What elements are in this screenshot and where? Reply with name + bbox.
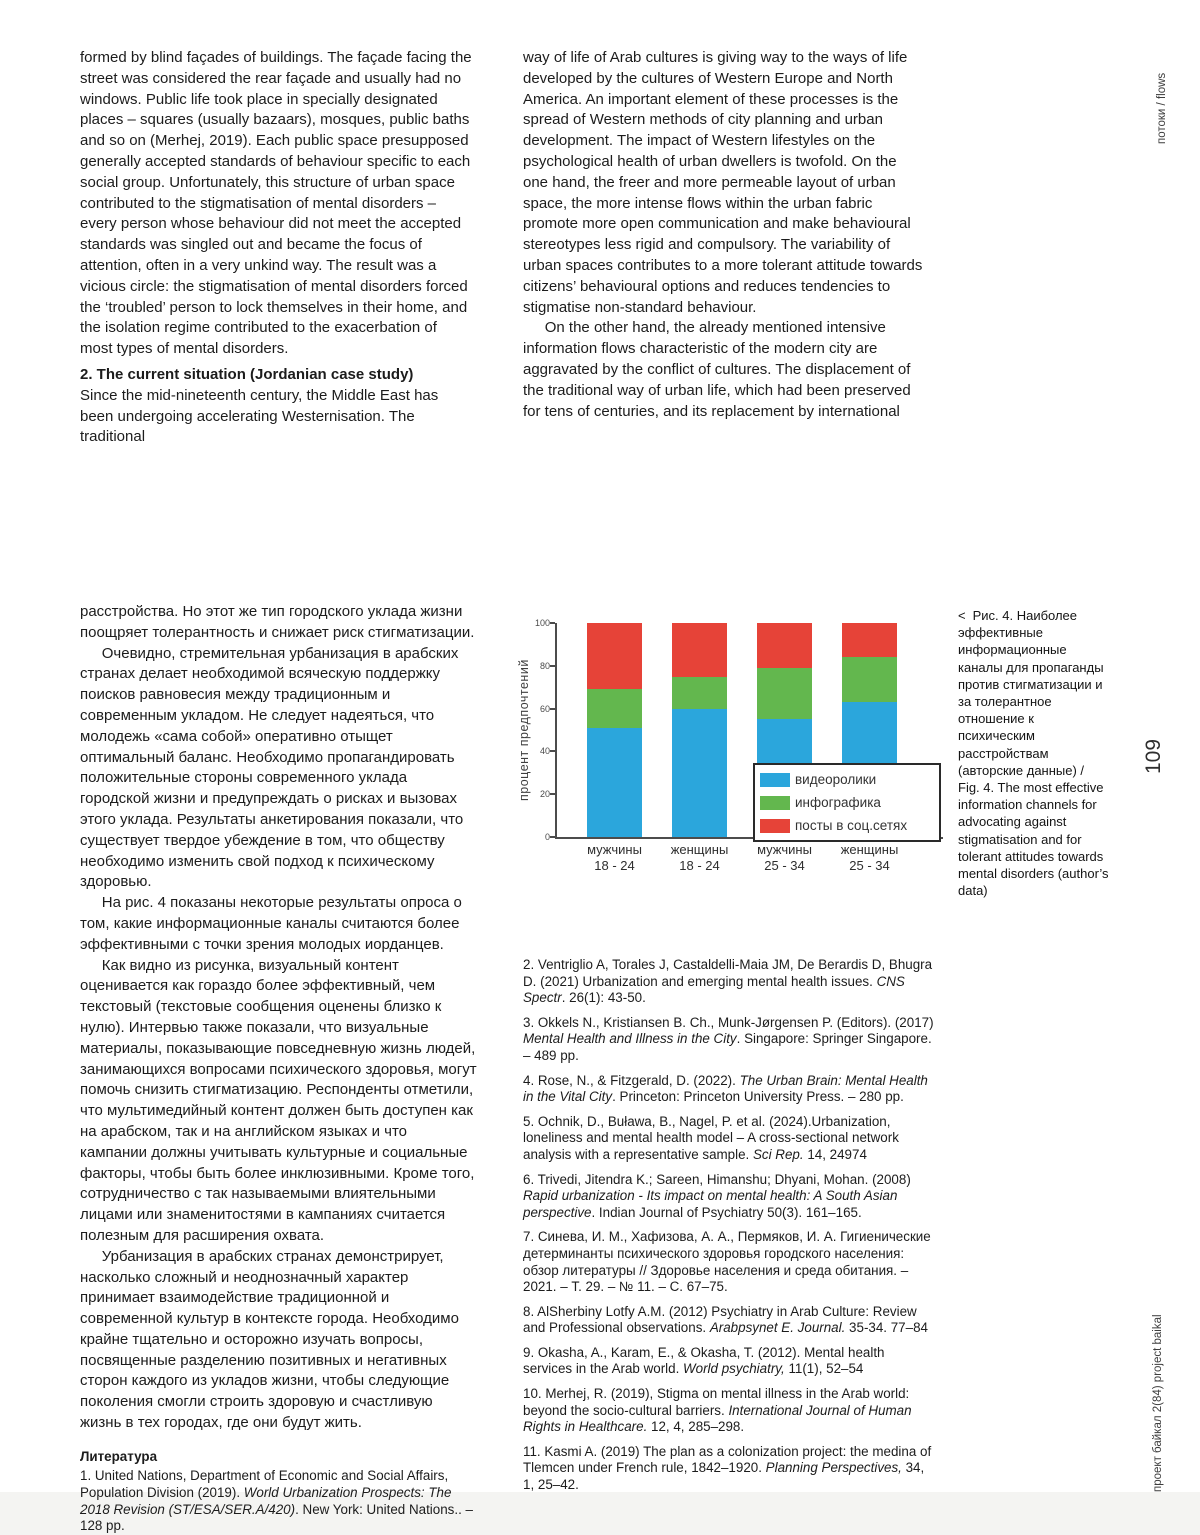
legend-row (760, 768, 934, 791)
x-axis-tick-label (815, 842, 925, 873)
paragraph: Урбанизация в арабских странах демонстрирует, насколько сложный и неоднозначный характер принимает взаимодействие традиционной и современной культур в контексте города. Необходимо крайне тщательно и осторожно изучать вопросы, посвященные разделению позитивных и негативных сторон каждого из укладов жизни, чтобы следующие поколения смогли строить здоровую и счастливую жизнь в тех городах, где они будут жить. (80, 1247, 459, 1432)
reference-item (523, 1015, 935, 1065)
text-segment: International Journal of Human Rights in Healthcare. (523, 1402, 912, 1435)
paragraph: On the other hand, the already mentioned intensive information flows characteristic of the modern city are aggravated by the conflict of cultures. The displacement of the traditional way of urban life, which had been preserved for tens of centuries, and its replacement by international (523, 319, 911, 420)
bar-segment (587, 728, 642, 837)
y-axis-tick-mark (550, 665, 555, 667)
text-segment: . 26(1): 43-50. (561, 990, 646, 1006)
reference-item (523, 1229, 935, 1295)
legend-label: видеоролики (795, 772, 877, 787)
x-axis-label-line: 25 - 34 (764, 857, 805, 873)
text-segment: 7. Синева, И. М., Хафизова, А. А., Пермяков, И. А. Гигиенические детерминанты психического здоровья городского населения: обзор литературы // Здоровье населения и среда обитания. – 2021. – Т. 29. – № 11. – С. 67–75. (523, 1229, 931, 1295)
chart-legend (753, 763, 941, 842)
y-axis-tick-mark (550, 750, 555, 752)
text-segment: 9. Okasha, A., Karam, E., & Okasha, T. (2012). Mental health services in the Arab world. (523, 1344, 885, 1377)
text-segment: . Singapore: Springer Singapore. – 489 pp. (523, 1031, 932, 1063)
y-axis-tick-label: 0 (544, 832, 550, 842)
text-segment: 1. United Nations, Department of Economic and Social Affairs, Population Division (2019). (80, 1468, 449, 1501)
y-axis-tick-label: 80 (539, 660, 550, 671)
text-segment: 3. Okkels N., Kristiansen B. Ch., Munk-Jørgensen P. (Editors). (2017) (523, 1014, 934, 1030)
bar-segment (672, 709, 727, 837)
paragraph: Since the mid-nineteenth century, the Middle East has been undergoing accelerating Westernisation. The traditional (80, 386, 439, 446)
y-axis-tick-label: 60 (539, 703, 550, 714)
text-segment: 35-34. 77–84 (845, 1320, 928, 1336)
y-axis-tick-label: 100 (534, 618, 550, 628)
journal-footer: проект байкал 2(84) project baikal (1152, 1314, 1164, 1492)
bar-segment (587, 689, 642, 728)
column-top-right (523, 48, 925, 422)
text-segment: Arabpsynet E. Journal. (709, 1320, 846, 1336)
stacked-bar (672, 623, 727, 837)
bar-segment (587, 623, 642, 689)
text-segment: 11(1), 52–54 (784, 1361, 864, 1377)
reference-item (523, 1345, 935, 1378)
reference-item (80, 1468, 478, 1534)
y-axis-label: процент предпочтений (517, 659, 531, 801)
x-axis-label-line: 18 - 24 (679, 857, 720, 873)
column-mid-left (80, 602, 478, 1535)
text-segment: . New York: United Nations.. – 128 pp. (80, 1501, 473, 1534)
text-segment: 5. Ochnik, D., Buława, B., Nagel, P. et al. (2024).Urbanization, loneliness and mental health model – A cross-sectional network analysis with a representative sample. (523, 1113, 899, 1162)
x-axis-label-line: мужчины (757, 842, 812, 857)
legend-swatch (760, 796, 790, 810)
text-segment: 11. Kasmi A. (2019) The plan as a colonization project: the medina of Tlemcen under French rule, 1842–1920. (523, 1443, 932, 1476)
text-segment: Planning Perspectives, (765, 1460, 902, 1476)
reference-item (523, 1172, 935, 1222)
legend-swatch (760, 773, 790, 787)
literature-heading: Литература (80, 1448, 158, 1464)
bar-segment (842, 623, 897, 657)
text-segment: 2. Ventriglio A, Torales J, Castaldelli-Maia JM, De Berardis D, Bhugra D. (2021) Urbanization and emerging mental health issues. (523, 957, 933, 989)
y-axis-tick-mark (550, 622, 555, 624)
references-list (523, 957, 935, 1502)
paragraph: formed by blind façades of buildings. The façade facing the street was considered the rear façade and usually had no windows. Public life took place in specially designated places – squares (usually bazaars), mosques, public baths and so on (Merhej, 2019). Each public space presupposed generally accepted standards of behaviour specific to each social group. Unfortunately, this structure of urban space contributed to the stigmatisation of mental disorders – every person whose behaviour did not meet the accepted standards was singled out and became the focus of attention, often in a very unkind way. The result was a vicious circle: the stigmatisation of mental disorders forced the ‘troubled’ person to lock themselves in their home, and the isolation regime contributed to the exacerbation of most types of mental disorders. (80, 49, 472, 358)
y-axis-tick-mark (550, 836, 555, 838)
figure-4-chart (519, 597, 949, 897)
text-segment: 4. Rose, N., & Fitzgerald, D. (2022). (523, 1072, 740, 1088)
reference-item (523, 1444, 935, 1494)
reference-item (523, 957, 935, 1007)
bar-segment (672, 677, 727, 709)
text-segment: World Urbanization Prospects: The 2018 Revision (ST/ESA/SER.A/420) (80, 1485, 452, 1517)
running-head: потоки / flows (1156, 72, 1168, 144)
y-axis-tick-label: 20 (539, 789, 550, 800)
legend-row (760, 814, 934, 837)
bar-segment (672, 623, 727, 677)
reference-item (523, 1114, 935, 1164)
reference-item (523, 1073, 935, 1106)
paragraph: way of life of Arab cultures is giving way to the ways of life developed by the cultures of Western Europe and North America. An important element of these processes is the spread of Western methods of city planning and urban development. The impact of Western lifestyles on the psychological health of urban dwellers is twofold. On the one hand, the freer and more permeable layout of urban space, the more intense flows within the urban fabric promote more open communication and make behavioural stereotypes less rigid and compulsory. The variability of urban spaces contributes to a more tolerant attitude towards citizens’ behavioural options and reduces tendencies to stigmatise non-standard behaviour. (523, 49, 923, 316)
text-segment: World psychiatry, (683, 1361, 785, 1377)
legend-swatch (760, 819, 790, 833)
caption-text-en: Fig. 4. The most effective information channels for advocating against stigmatisation and for tolerant attitudes towards mental disorders (author’s data) (958, 780, 1109, 899)
text-segment: 8. AlSherbiny Lotfy A.M. (2012) Psychiatry in Arab Culture: Review and Professional observations. (523, 1303, 917, 1336)
stacked-bar (587, 623, 642, 837)
y-axis-tick-mark (550, 793, 555, 795)
x-axis-label-line: 25 - 34 (849, 857, 890, 873)
paragraph: Как видно из рисунка, визуальный контент оценивается как гораздо более эффективный, чем текстовый (текстовые сообщения оценены близко к нулю). Интервью также показали, что визуальные материалы, показывающие повседневную жизнь людей, занимающихся вопросами психического здоровья, могут помочь снизить стигматизацию. Респонденты отметили, что мультимедийный контент должен быть доступен как на арабском, так и на английском языках и что кампании должны учитывать культурные и социальные факторы, чтобы быть более инклюзивными. Кроме того, сотрудничество с так называемыми влиятельными лицами или знаменитостями в кампаниях считается полезным для расширения охвата. (80, 956, 477, 1244)
text-segment: The Urban Brain: Mental Health in the Vital City (523, 1072, 928, 1105)
text-segment: Mental Health and Illness in the City (523, 1031, 737, 1047)
y-axis-tick-mark (550, 708, 555, 710)
figure-caption (958, 607, 1112, 899)
reference-item (523, 1304, 935, 1337)
text-segment: . Princeton: Princeton University Press. – 280 pp. (612, 1089, 904, 1105)
legend-label: посты в соц.сетях (795, 818, 908, 833)
column-top-left (80, 48, 472, 448)
caption-arrow-icon: < (958, 608, 966, 623)
x-axis-label-line: 18 - 24 (594, 857, 635, 873)
paragraph: расстройства. Но этот же тип городского уклада жизни поощряет толерантность и снижает риск стигматизации. (80, 603, 475, 641)
text-segment: . Indian Journal of Psychiatry 50(3). 161–165. (591, 1204, 862, 1220)
y-axis-tick-label: 40 (539, 746, 550, 757)
legend-row (760, 791, 934, 814)
text-segment: 34, 1, 25–42. (523, 1460, 925, 1493)
paragraph: Очевидно, стремительная урбанизация в арабских странах делает необходимой всяческую поддержку поисков равновесия между традиционным и современным укладом. Не следует надеяться, что молодежь «сама собой» оперативно отыщет оптимальный баланс. Необходимо пропагандировать положительные стороны современного уклада городской жизни и предупреждать о рисках и вызовах этого уклада. Результаты анкетирования показали, что существует твердое убеждение в том, что обществу необходимо изменить свой подход к психическому здоровью. (80, 644, 464, 891)
bar-segment (757, 623, 812, 668)
caption-text-ru: Рис. 4. Наиболее эффективные информационные каналы для пропаганды против стигматизации и за толерантное отношение к психическим расстройствам (авторские данные) / (958, 608, 1104, 778)
bar-segment (842, 657, 897, 702)
page-number: 109 (1142, 738, 1165, 774)
x-axis-label-line: мужчины (587, 842, 642, 857)
reference-item (523, 1386, 935, 1436)
bar-segment (757, 668, 812, 719)
text-segment: 10. Merhej, R. (2019), Stigma on mental illness in the Arab world: beyond the socio-cultural barriers. (523, 1386, 910, 1418)
text-segment: Rapid urbanization - Its impact on mental health: A South Asian perspective (523, 1188, 898, 1220)
text-segment: 12, 4, 285–298. (647, 1419, 745, 1435)
text-segment: CNS Spectr (523, 973, 905, 1006)
section-heading: 2. The current situation (Jordanian case study) (80, 365, 414, 383)
x-axis-label-line: женщины (840, 842, 899, 857)
text-segment: 6. Trivedi, Jitendra K.; Sareen, Himanshu; Dhyani, Mohan. (2008) (523, 1171, 911, 1187)
paragraph: На рис. 4 показаны некоторые результаты опроса о том, какие информационные каналы считаются более эффективными с точки зрения молодых иорданцев. (80, 894, 462, 953)
legend-label: инфографика (795, 795, 881, 810)
text-segment: Sci Rep. (752, 1146, 804, 1162)
text-segment: 14, 24974 (803, 1146, 867, 1162)
x-axis-label-line: женщины (670, 842, 729, 857)
